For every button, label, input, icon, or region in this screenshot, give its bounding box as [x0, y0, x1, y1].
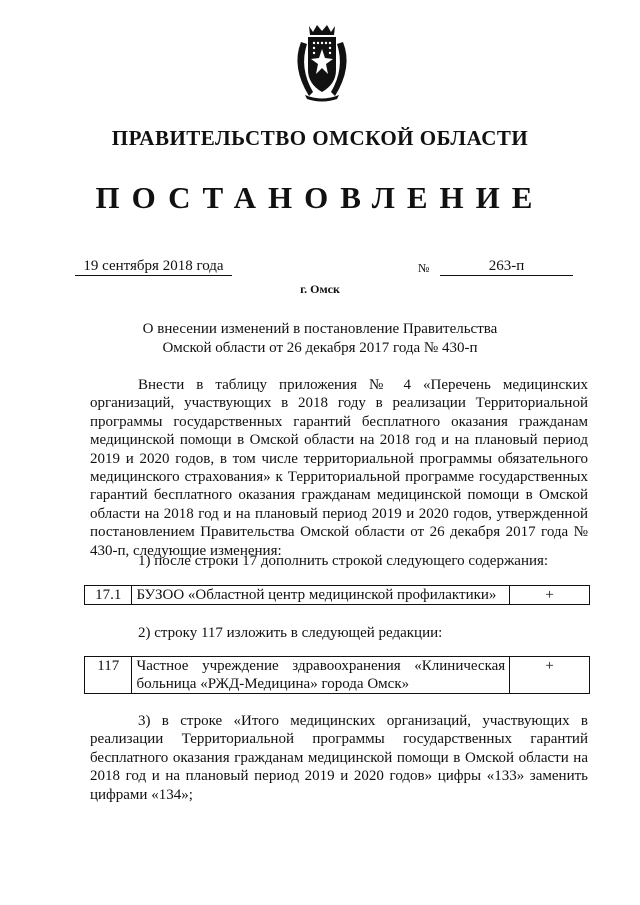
replace-row-table [84, 656, 590, 694]
document-type-title: ПОСТАНОВЛЕНИЕ [95, 180, 545, 215]
document-subject [0, 320, 640, 358]
organization-name-cell: Частное учреждение здравоохранения «Клиническая больница «РЖД-Медицина» города Омск» [132, 657, 510, 694]
document-city: г. Омск [300, 282, 340, 296]
coat-of-arms-icon [287, 22, 357, 102]
table-row [85, 657, 590, 694]
participation-mark-cell: + [510, 657, 590, 694]
table-row [85, 586, 590, 605]
insert-row-table [84, 585, 590, 605]
document-number: 263-п [440, 258, 573, 276]
intro-paragraph: Внести в таблицу приложения № 4 «Перечень медицинских организаций, участвующих в 2018 году в реализации Территориальной программы государственных гарантий бесплатного оказания гражданам медицинской помощи в Омской области на 2018 год и на плановый период 2019 и 2020 годов, в том числе территориальной программы обязательного медицинского страхования» к Территориальной программе государственных гарантий бесплатного оказания гражданам медицинской помощи в Омской области на 2018 год и на плановый период 2019 и 2020 годов, утвержденной постановлением Правительства Омской области от 26 декабря 2017 года № 430-п, следующие изменения: [90, 377, 588, 559]
item-1-paragraph: 1) после строки 17 дополнить строкой следующего содержания: [138, 553, 549, 569]
item-2-paragraph: 2) строку 117 изложить в следующей редакции: [138, 625, 443, 641]
item-3-paragraph: 3) в строке «Итого медицинских организаций, участвующих в реализации Территориальной программы государственных гарантий бесплатного оказания гражданам медицинской помощи в Омской области на 2018 год и на плановый период 2019 и 2020 годов» цифры «133» заменить цифрами «134»; [90, 713, 588, 803]
organization-name-cell: БУЗОО «Областной центр медицинской профилактики» [132, 586, 510, 605]
government-title: ПРАВИТЕЛЬСТВО ОМСКОЙ ОБЛАСТИ [111, 126, 529, 150]
participation-mark-cell: + [510, 586, 590, 605]
number-sign: № [418, 261, 430, 275]
row-number-cell: 117 [85, 657, 132, 694]
subject-line-1: О внесении изменений в постановление Правительства [142, 321, 498, 337]
document-date: 19 сентября 2018 года [75, 258, 232, 276]
subject-line-2: Омской области от 26 декабря 2017 года № 430-п [162, 340, 478, 356]
row-number-cell: 17.1 [85, 586, 132, 605]
